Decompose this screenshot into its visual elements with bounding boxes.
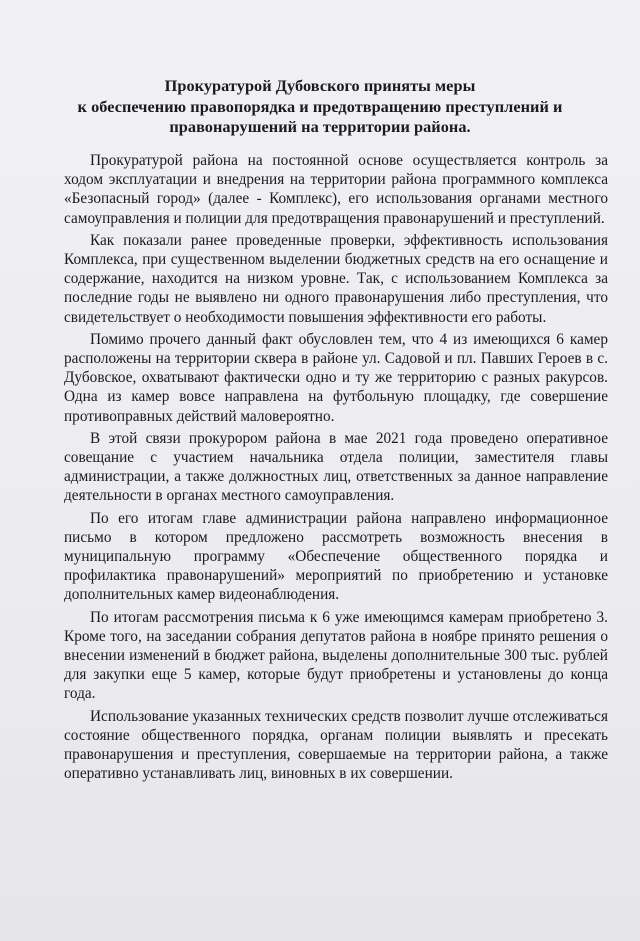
paragraph-7: Использование указанных технических средств позволит лучше отслеживаться состояние общественного порядка, органам полиции выявлять и пресекать правонарушения и преступления, совершаемые на территории района, а также оперативно устанавливать лиц, виновных в их совершении.: [64, 707, 608, 783]
paragraph-2: Как показали ранее проведенные проверки, эффективность использования Комплекса, при существенном выделении бюджетных средств на его оснащение и содержание, находится на низком уровне. Так, с использованием Комплекса за последние годы не выявлено ни одного правонарушения либо преступления, что свидетельствует о необходимости повышения эффективности его работы.: [64, 231, 608, 326]
paragraph-4: В этой связи прокурором района в мае 2021 года проведено оперативное совещание с участием начальника отдела полиции, заместителя главы администрации, а также должностных лиц, ответственных за данное направление деятельности в органах местного самоуправления.: [64, 429, 608, 505]
paragraph-5: По его итогам главе администрации района направлено информационное письмо в котором предложено рассмотреть возможность внесения в муниципальную программу «Обеспечение общественного порядка и профилактика правонарушений» мероприятий по приобретению и установке дополнительных камер видеонаблюдения.: [64, 509, 608, 604]
paragraph-3: Помимо прочего данный факт обусловлен тем, что 4 из имеющихся 6 камер расположены на территории сквера в районе ул. Садовой и пл. Павших Героев в с. Дубовское, охватывают фактически одно и ту же территорию с разных ракурсов. Одна из камер вовсе направлена на футбольную площадку, где совершение противоправных действий маловероятно.: [64, 330, 608, 425]
document-body: [64, 151, 608, 787]
document-title: [40, 76, 600, 138]
title-line-2: к обеспечению правопорядка и предотвращению преступлений и: [77, 96, 563, 116]
title-line-3: правонарушений на территории района.: [169, 117, 471, 136]
paragraph-6: По итогам рассмотрения письма к 6 уже имеющимся камерам приобретено 3. Кроме того, на заседании собрания депутатов района в ноябре принято решения о внесении изменений в бюджет района, выделены дополнительные 300 тыс. рублей для закупки еще 5 камер, которые будут приобретены и установлены до конца года.: [64, 608, 608, 703]
paragraph-1: Прокуратурой района на постоянной основе осуществляется контроль за ходом эксплуатации и внедрения на территории района программного комплекса «Безопасный город» (далее - Комплекс), его использования органами местного самоуправления и полиции для предотвращения правонарушений и преступлений.: [64, 152, 608, 227]
title-line-1: Прокуратурой Дубовского приняты меры: [164, 76, 476, 95]
